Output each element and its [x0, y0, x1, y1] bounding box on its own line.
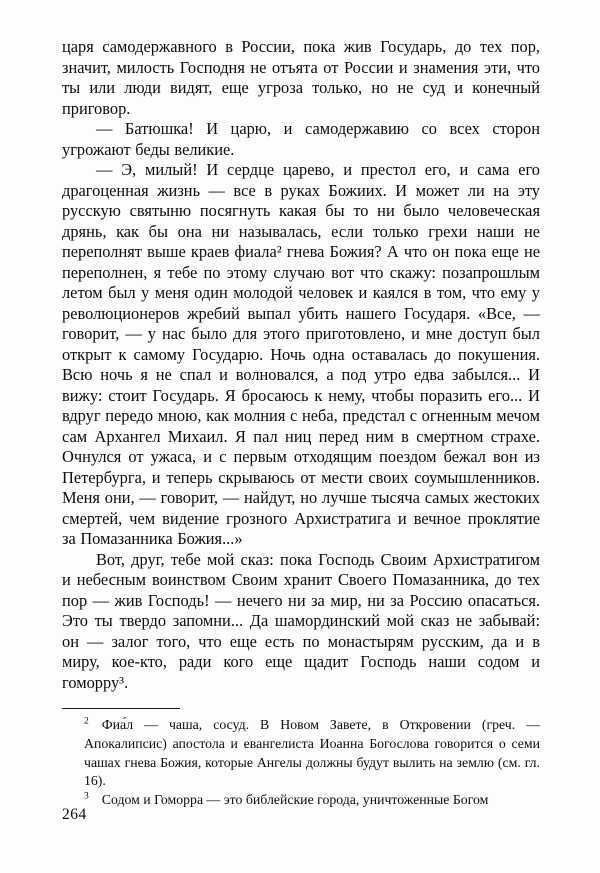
footnote-marker: 2 [84, 716, 89, 727]
paragraph: царя самодержавного в России, пока жив Государь, до тех пор, значит, милость Господня не отъята от России и знамения эти, что ты или люди видят, еще угроза только, но не суд и конечный приговор. [62, 37, 540, 118]
footnote: $^2$ Фиа́л — чаша, сосуд. В Новом Завете, в Откровении (греч. — Апокалипсис) апостола и евангелиста Иоанна Богослова говорится о семи чашах гнева Божия, которые Ангелы должны будут вылить на землю (см. гл. 16). [84, 716, 540, 789]
paragraph: — Батюшка! И царю, и самодержавию со всех сторон угрожают беды великие. [62, 119, 540, 159]
footnote-separator [62, 708, 180, 709]
footnotes-section [62, 708, 540, 810]
footnote-marker: 3 [84, 791, 89, 802]
paragraph: — Э, милый! И сердце царево, и престол его, и сама его драгоценная жизнь — все в руках Божиих. И может ли на эту русскую святыню посягнуть какая бы то ни было человеческая дрянь, как бы она ни называлась, если только грехи наши не переполнят выше краев фиала² гнева Божия? А что он пока еще не переполнен, я тебе по этому случаю вот что скажу: позапрошлым летом был у меня один молодой человек и каялся в том, что ему у революционеров жребий выпал убить нашего Государя. «Все, — говорит, — у нас было для этого приготовлено, и мне доступ был открыт к самому Государю. Ночь одна оставалась до покушения. Всю ночь я не спал и волновался, а под утро едва забылся... И вижу: стоит Государь. Я бросаюсь к нему, чтобы поразить его... И вдруг передо мною, как молния с неба, предстал с огненным мечом сам Архангел Михаил. Я пал ниц перед ним в смертном страхе. Очнулся от ужаса, и с первым отходящим поездом бежал вон из Петербурга, и теперь скрываюсь от мести своих соумышленников. Меня они, — говорит, — найдут, но лучше тысяча самых жестоких смертей, чем видение грозного Архистратига и вечное проклятие за Помазанника Божия...» [62, 160, 540, 548]
paragraph: Вот, друг, тебе мой сказ: пока Господь Своим Архистратигом и небесным воинством Своим хранит Своего Помазанника, до тех пор — жив Господь! — нечего ни за мир, ни за Россию опасаться. Это ты твердо запомни... Да шамординский мой сказ не забывай: он — залог того, что еще есть по монастырям русским, да и в миру, кое-кто, ради кого еще щадит Господь наши содом и гоморру³. [62, 549, 540, 692]
page-number: 264 [62, 806, 87, 823]
footnotes-list [62, 716, 540, 810]
text-block [62, 37, 540, 693]
footnote: $^3$ Содом и Гоморра — это библейские города, уничтоженные Богом [84, 791, 489, 808]
